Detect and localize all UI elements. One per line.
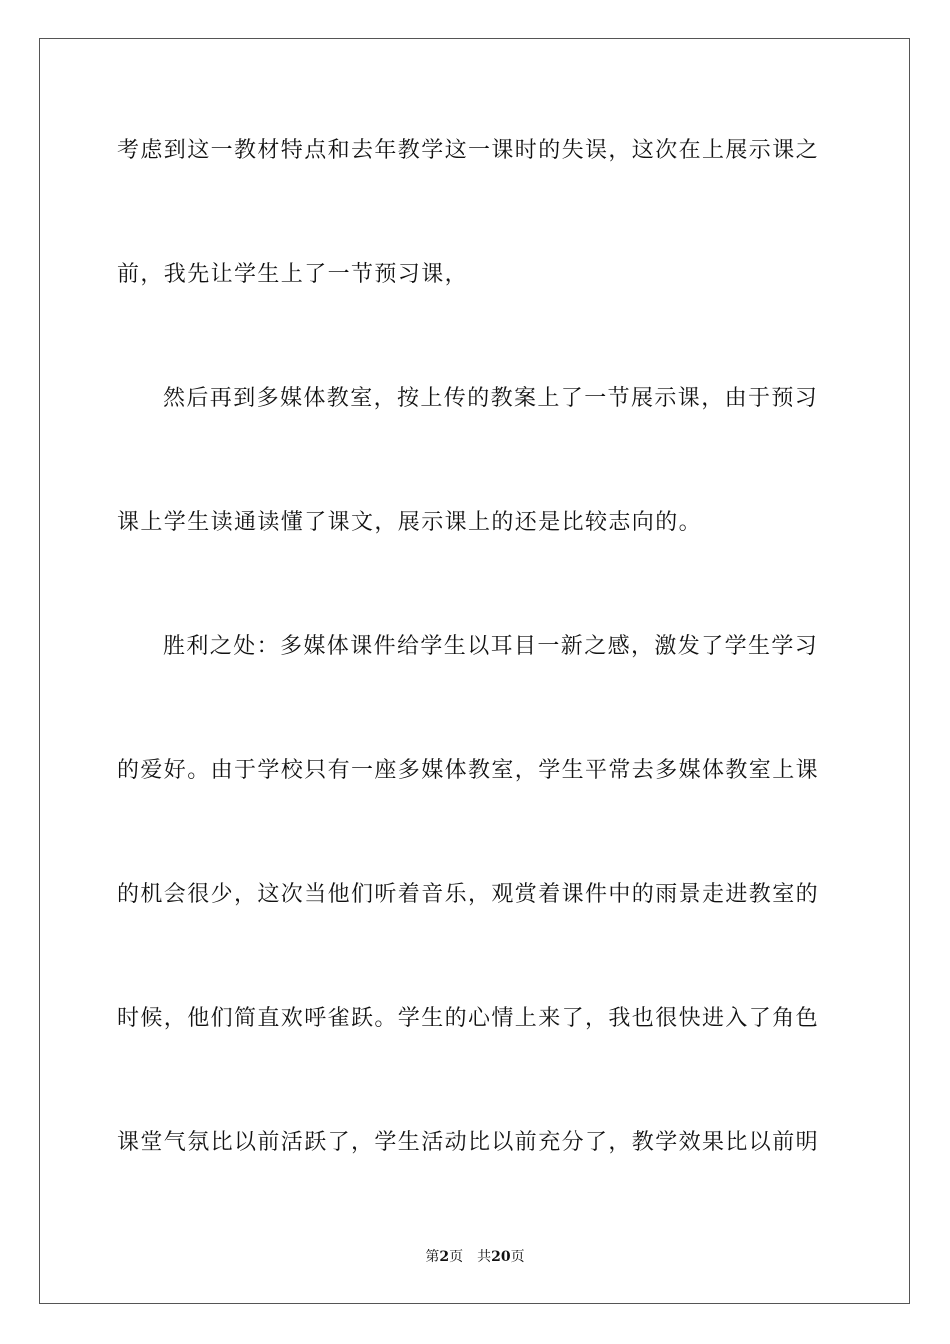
total-pages-number: 20 <box>491 1249 511 1265</box>
page-suffix: 页 <box>449 1249 464 1265</box>
paragraph-line: 胜利之处：多媒体课件给学生以耳目一新之感，激发了学生学习 <box>163 634 819 659</box>
page-border <box>39 38 910 1304</box>
page-prefix: 第 <box>425 1249 440 1265</box>
page-footer <box>0 1247 950 1267</box>
paragraph-line: 的机会很少，这次当他们听着音乐，观赏着课件中的雨景走进教室的 <box>117 882 820 907</box>
paragraph-line: 考虑到这一教材特点和去年教学这一课时的失误，这次在上展示课之 <box>117 138 820 163</box>
total-suffix: 页 <box>510 1249 525 1265</box>
current-page-number: 2 <box>439 1249 450 1265</box>
paragraph-line: 的爱好。由于学校只有一座多媒体教室，学生平常去多媒体教室上课 <box>117 758 820 783</box>
paragraph-line: 课上学生读通读懂了课文，展示课上的还是比较志向的。 <box>117 510 703 535</box>
total-prefix: 共 <box>477 1249 492 1265</box>
paragraph-line: 时候，他们简直欢呼雀跃。学生的心情上来了，我也很快进入了角色 <box>117 1006 820 1031</box>
paragraph-line: 然后再到多媒体教室，按上传的教案上了一节展示课，由于预习 <box>163 386 819 411</box>
paragraph-line: 课堂气氛比以前活跃了，学生活动比以前充分了，教学效果比以前明 <box>117 1130 820 1155</box>
paragraph-line: 前，我先让学生上了一节预习课， <box>117 262 469 287</box>
